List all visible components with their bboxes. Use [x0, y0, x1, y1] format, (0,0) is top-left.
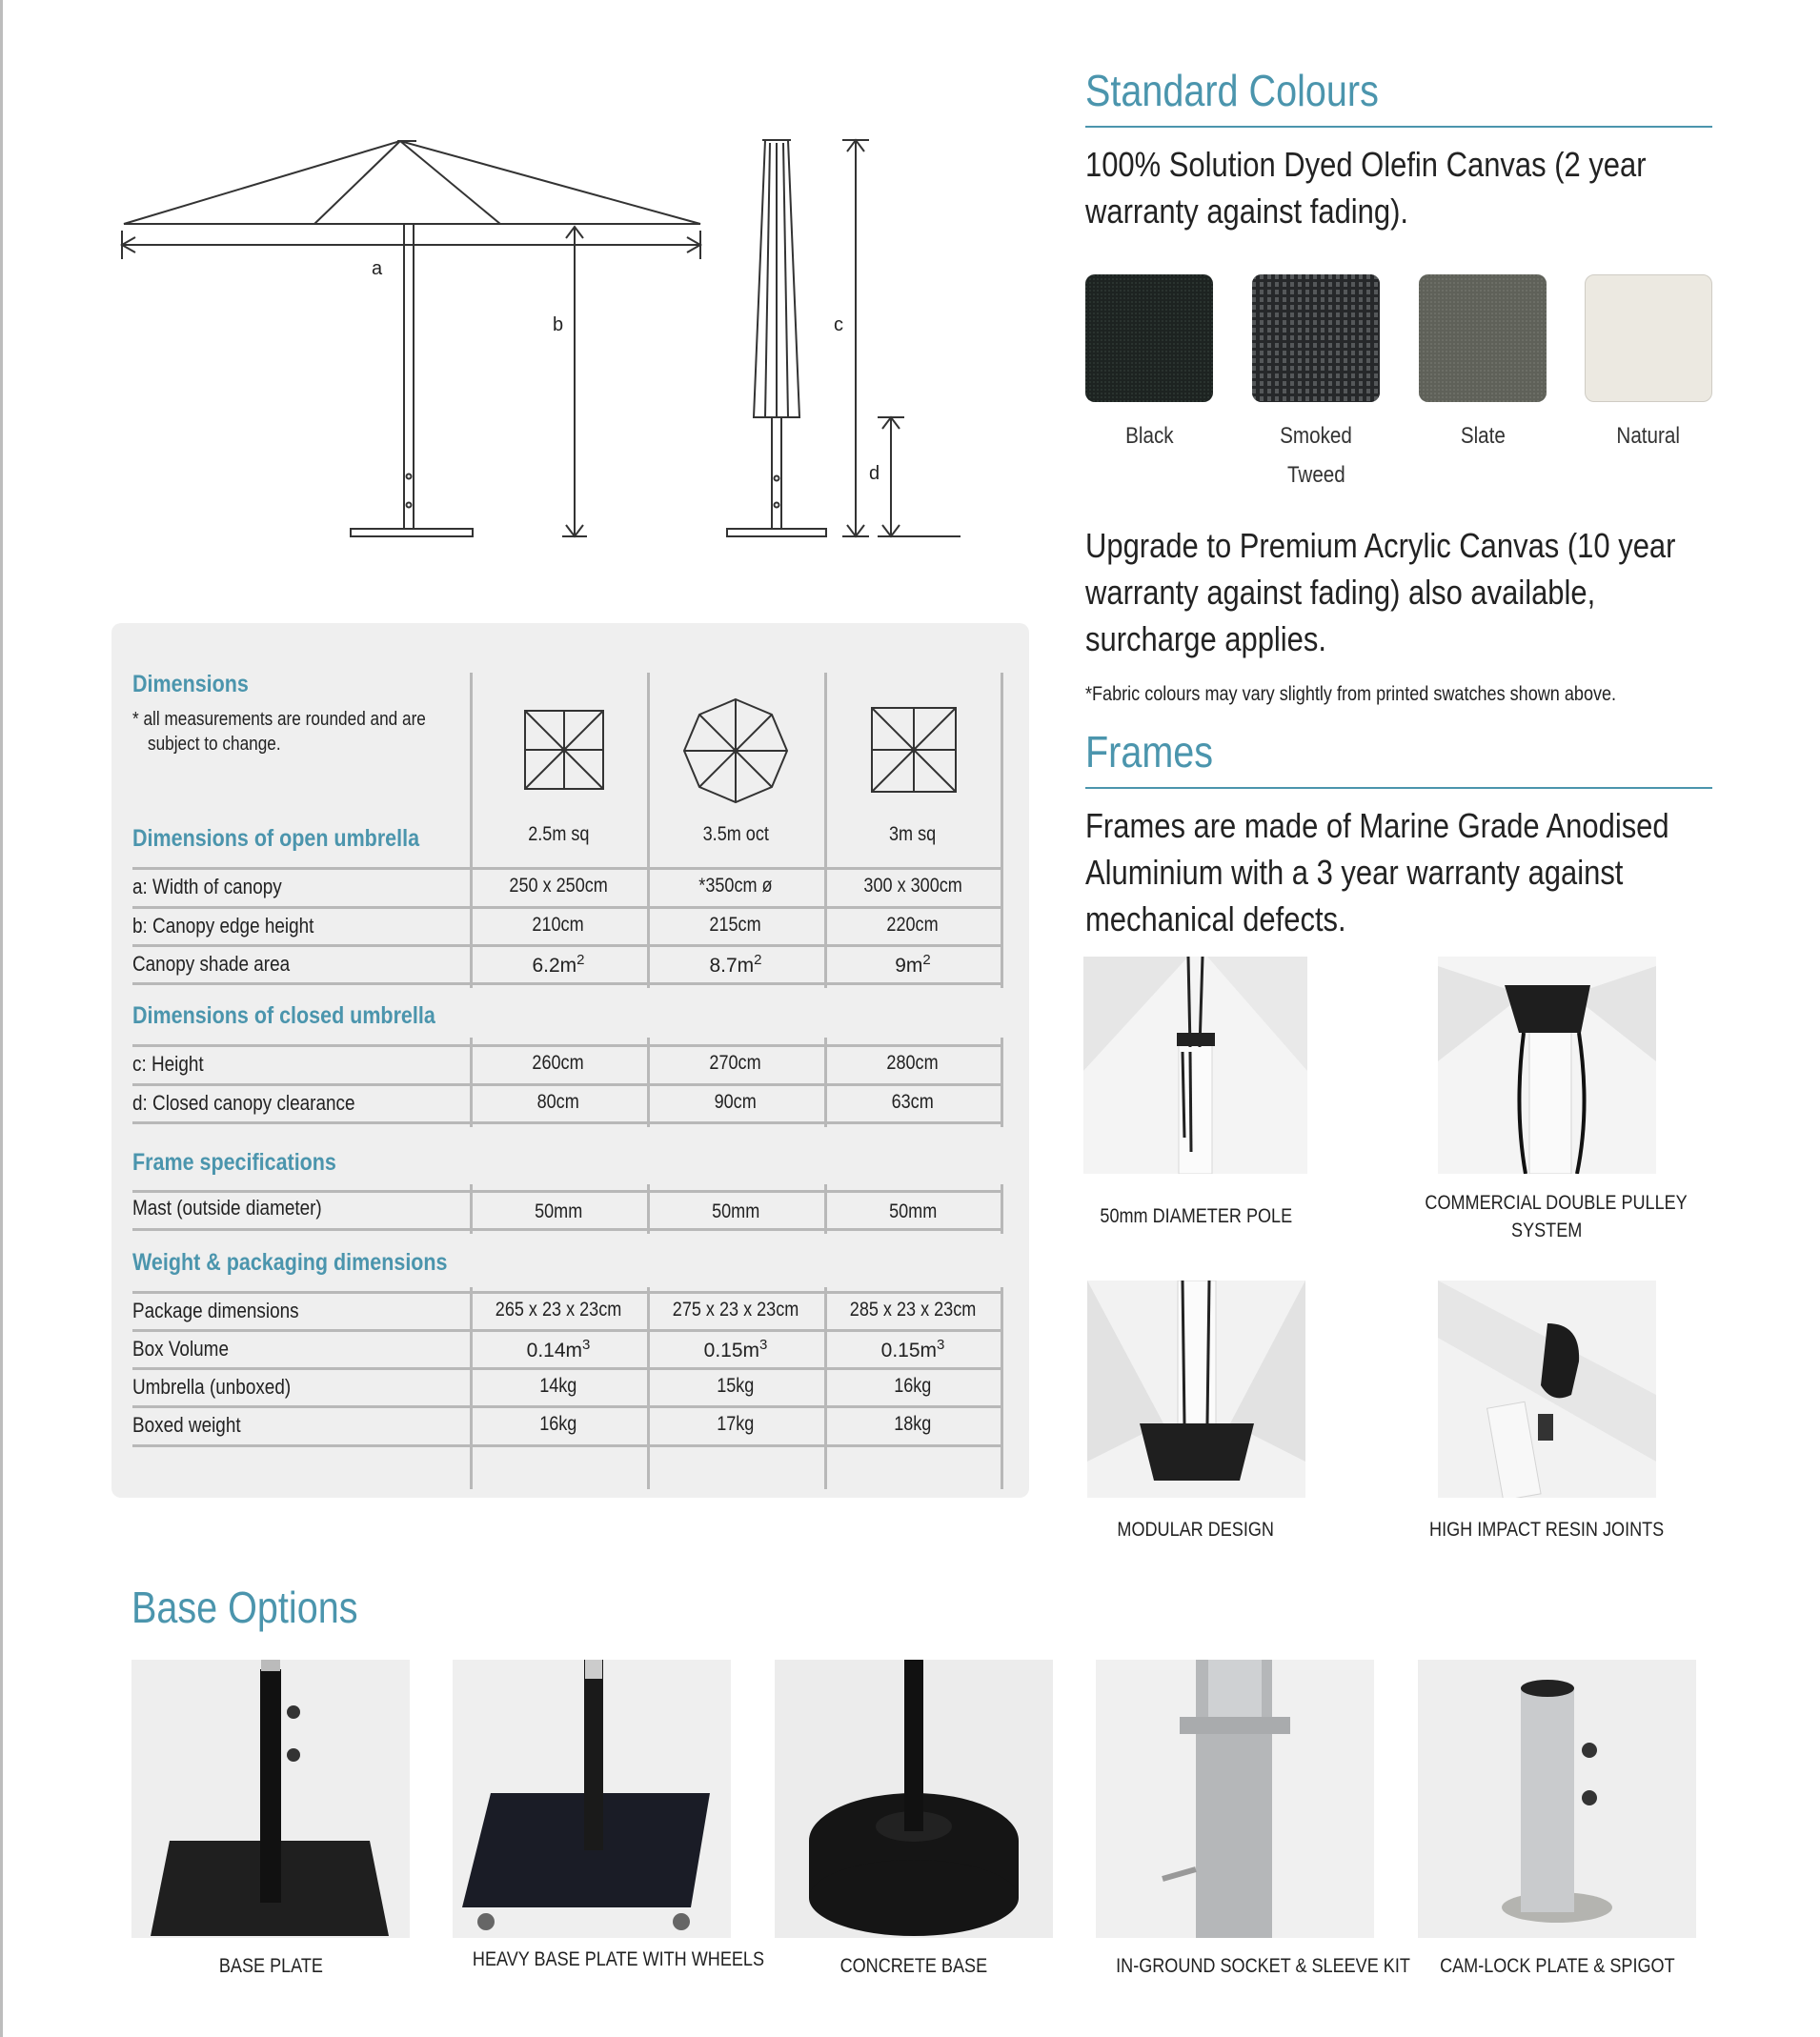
standard-colours-heading: Standard Colours — [1085, 66, 1379, 115]
cell: 265 x 23 x 23cm — [495, 1299, 622, 1321]
frames-description: Frames are made of Marine Grade Anodised Aluminium with a 3 year warranty against mechanical defects. — [1085, 806, 1669, 938]
cell: 16kg — [539, 1413, 577, 1435]
frame-spec-title: Frame specifications — [132, 1149, 336, 1176]
swatch-black — [1085, 274, 1213, 402]
cell: 50mm — [888, 1200, 938, 1222]
cell: 16kg — [894, 1375, 932, 1397]
row-label-clearance: d: Closed canopy clearance — [132, 1091, 355, 1115]
fabric-footnote: *Fabric colours may vary slightly from printed swatches shown above. — [1085, 683, 1617, 705]
caption-base-plate: BASE PLATE — [218, 1955, 323, 1977]
cell: 17kg — [717, 1413, 755, 1435]
cell: 50mm — [711, 1200, 760, 1222]
cell: $6.2m^2$ — [532, 952, 585, 977]
cell: 275 x 23 x 23cm — [672, 1299, 799, 1321]
row-label-box-volume: Box Volume — [132, 1337, 229, 1361]
base-options-heading: Base Options — [131, 1583, 358, 1632]
row-label-unboxed: Umbrella (unboxed) — [132, 1375, 292, 1399]
cell: 250 x 250cm — [509, 875, 608, 897]
cell: 215cm — [709, 914, 762, 936]
dimensions-panel — [111, 623, 1029, 1498]
caption-pole: 50mm DIAMETER POLE — [1100, 1205, 1292, 1227]
row-label-width: a: Width of canopy — [132, 875, 282, 898]
caption-resin-joints: HIGH IMPACT RESIN JOINTS — [1428, 1519, 1665, 1541]
caption-cam-lock: CAM-LOCK PLATE & SPIGOT — [1439, 1955, 1675, 1977]
weight-packaging-title: Weight & packaging dimensions — [132, 1249, 448, 1276]
cell: 285 x 23 x 23cm — [849, 1299, 977, 1321]
closed-pole — [772, 417, 781, 529]
row-label-package: Package dimensions — [132, 1299, 299, 1322]
cell: 15kg — [717, 1375, 755, 1397]
cell: 280cm — [886, 1052, 940, 1074]
swatch-natural — [1585, 274, 1712, 402]
cell: 14kg — [539, 1375, 577, 1397]
cell: $9m^2$ — [895, 952, 931, 977]
cell: 210cm — [532, 914, 585, 936]
caption-in-ground-socket: IN-GROUND SOCKET & SLEEVE KIT — [1116, 1955, 1410, 1977]
caption-pulley: COMMERCIAL DOUBLE PULLEY SYSTEM — [1425, 1192, 1688, 1241]
cell: 50mm — [534, 1200, 583, 1222]
swatch-label-smoked-tweed: Smoked Tweed — [1280, 423, 1352, 488]
cell: 300 x 300cm — [863, 875, 962, 897]
square-canopy-icon — [523, 709, 605, 791]
frames-heading: Frames — [1085, 727, 1214, 776]
cell: $0.15m^3$ — [880, 1337, 945, 1361]
in-ground-socket-photo — [1096, 1660, 1374, 1938]
open-base — [351, 529, 473, 536]
rounding-note-line1: * all measurements are rounded and are — [132, 709, 426, 730]
square-canopy-icon — [870, 706, 958, 794]
label-b: b — [553, 314, 564, 335]
cell: 220cm — [886, 914, 940, 936]
open-umbrella-title: Dimensions of open umbrella — [132, 825, 420, 852]
cell: $0.15m^3$ — [703, 1337, 768, 1361]
page-edge-rule — [0, 0, 3, 2037]
acrylic-upgrade-text: Upgrade to Premium Acrylic Canvas (10 year warranty against fading) also available, surcharge applies. — [1085, 526, 1676, 658]
swatch-smoked-tweed — [1252, 274, 1380, 402]
label-c: c — [834, 314, 843, 335]
cell: 80cm — [536, 1091, 580, 1113]
pulley-photo — [1438, 957, 1656, 1174]
cell: 63cm — [891, 1091, 935, 1113]
cell: $8.7m^2$ — [709, 952, 762, 977]
column-heading-3-5m-oct: 3.5m oct — [702, 823, 769, 845]
row-label-boxed: Boxed weight — [132, 1413, 241, 1437]
rounding-note-line2: subject to change. — [148, 734, 281, 755]
octagon-canopy-icon — [682, 697, 789, 804]
open-pole — [404, 224, 414, 529]
row-label-edge-height: b: Canopy edge height — [132, 914, 314, 938]
cell: 260cm — [532, 1052, 585, 1074]
cell: 90cm — [714, 1091, 758, 1113]
cell: $0.14m^3$ — [526, 1337, 591, 1361]
label-a: a — [372, 258, 383, 279]
row-label-shade-area: Canopy shade area — [132, 952, 291, 976]
label-d: d — [869, 463, 880, 484]
caption-modular: MODULAR DESIGN — [1117, 1519, 1275, 1541]
column-heading-3m-sq: 3m sq — [889, 823, 937, 845]
closed-umbrella-title: Dimensions of closed umbrella — [132, 1002, 435, 1029]
resin-joint-photo — [1438, 1281, 1656, 1498]
swatch-label-slate: Slate — [1460, 423, 1506, 449]
swatch-label-natural: Natural — [1616, 423, 1681, 449]
modular-photo — [1087, 1281, 1305, 1498]
row-label-mast: Mast (outside diameter) — [132, 1196, 322, 1220]
column-heading-2-5m-sq: 2.5m sq — [527, 823, 590, 845]
cam-lock-spigot-photo — [1418, 1660, 1696, 1938]
closed-base — [727, 529, 826, 536]
umbrella-dimension-diagram — [114, 124, 972, 562]
wheeled-plate-photo — [453, 1660, 731, 1938]
cell: 18kg — [894, 1413, 932, 1435]
swatch-label-black: Black — [1124, 423, 1174, 449]
swatch-slate — [1419, 274, 1547, 402]
row-label-height: c: Height — [132, 1052, 204, 1076]
caption-heavy-base-plate: HEAVY BASE PLATE WITH WHEELS — [472, 1948, 765, 1970]
cell: 270cm — [709, 1052, 762, 1074]
concrete-base-photo — [775, 1660, 1053, 1938]
base-plate-photo — [131, 1660, 410, 1938]
pole-photo — [1083, 957, 1307, 1174]
olefin-canvas-text: 100% Solution Dyed Olefin Canvas (2 year warranty against fading). — [1085, 145, 1647, 231]
cell: *350cm ø — [698, 875, 773, 897]
open-canopy — [124, 141, 700, 224]
dimensions-title: Dimensions — [132, 671, 249, 697]
caption-concrete-base: CONCRETE BASE — [839, 1955, 988, 1977]
